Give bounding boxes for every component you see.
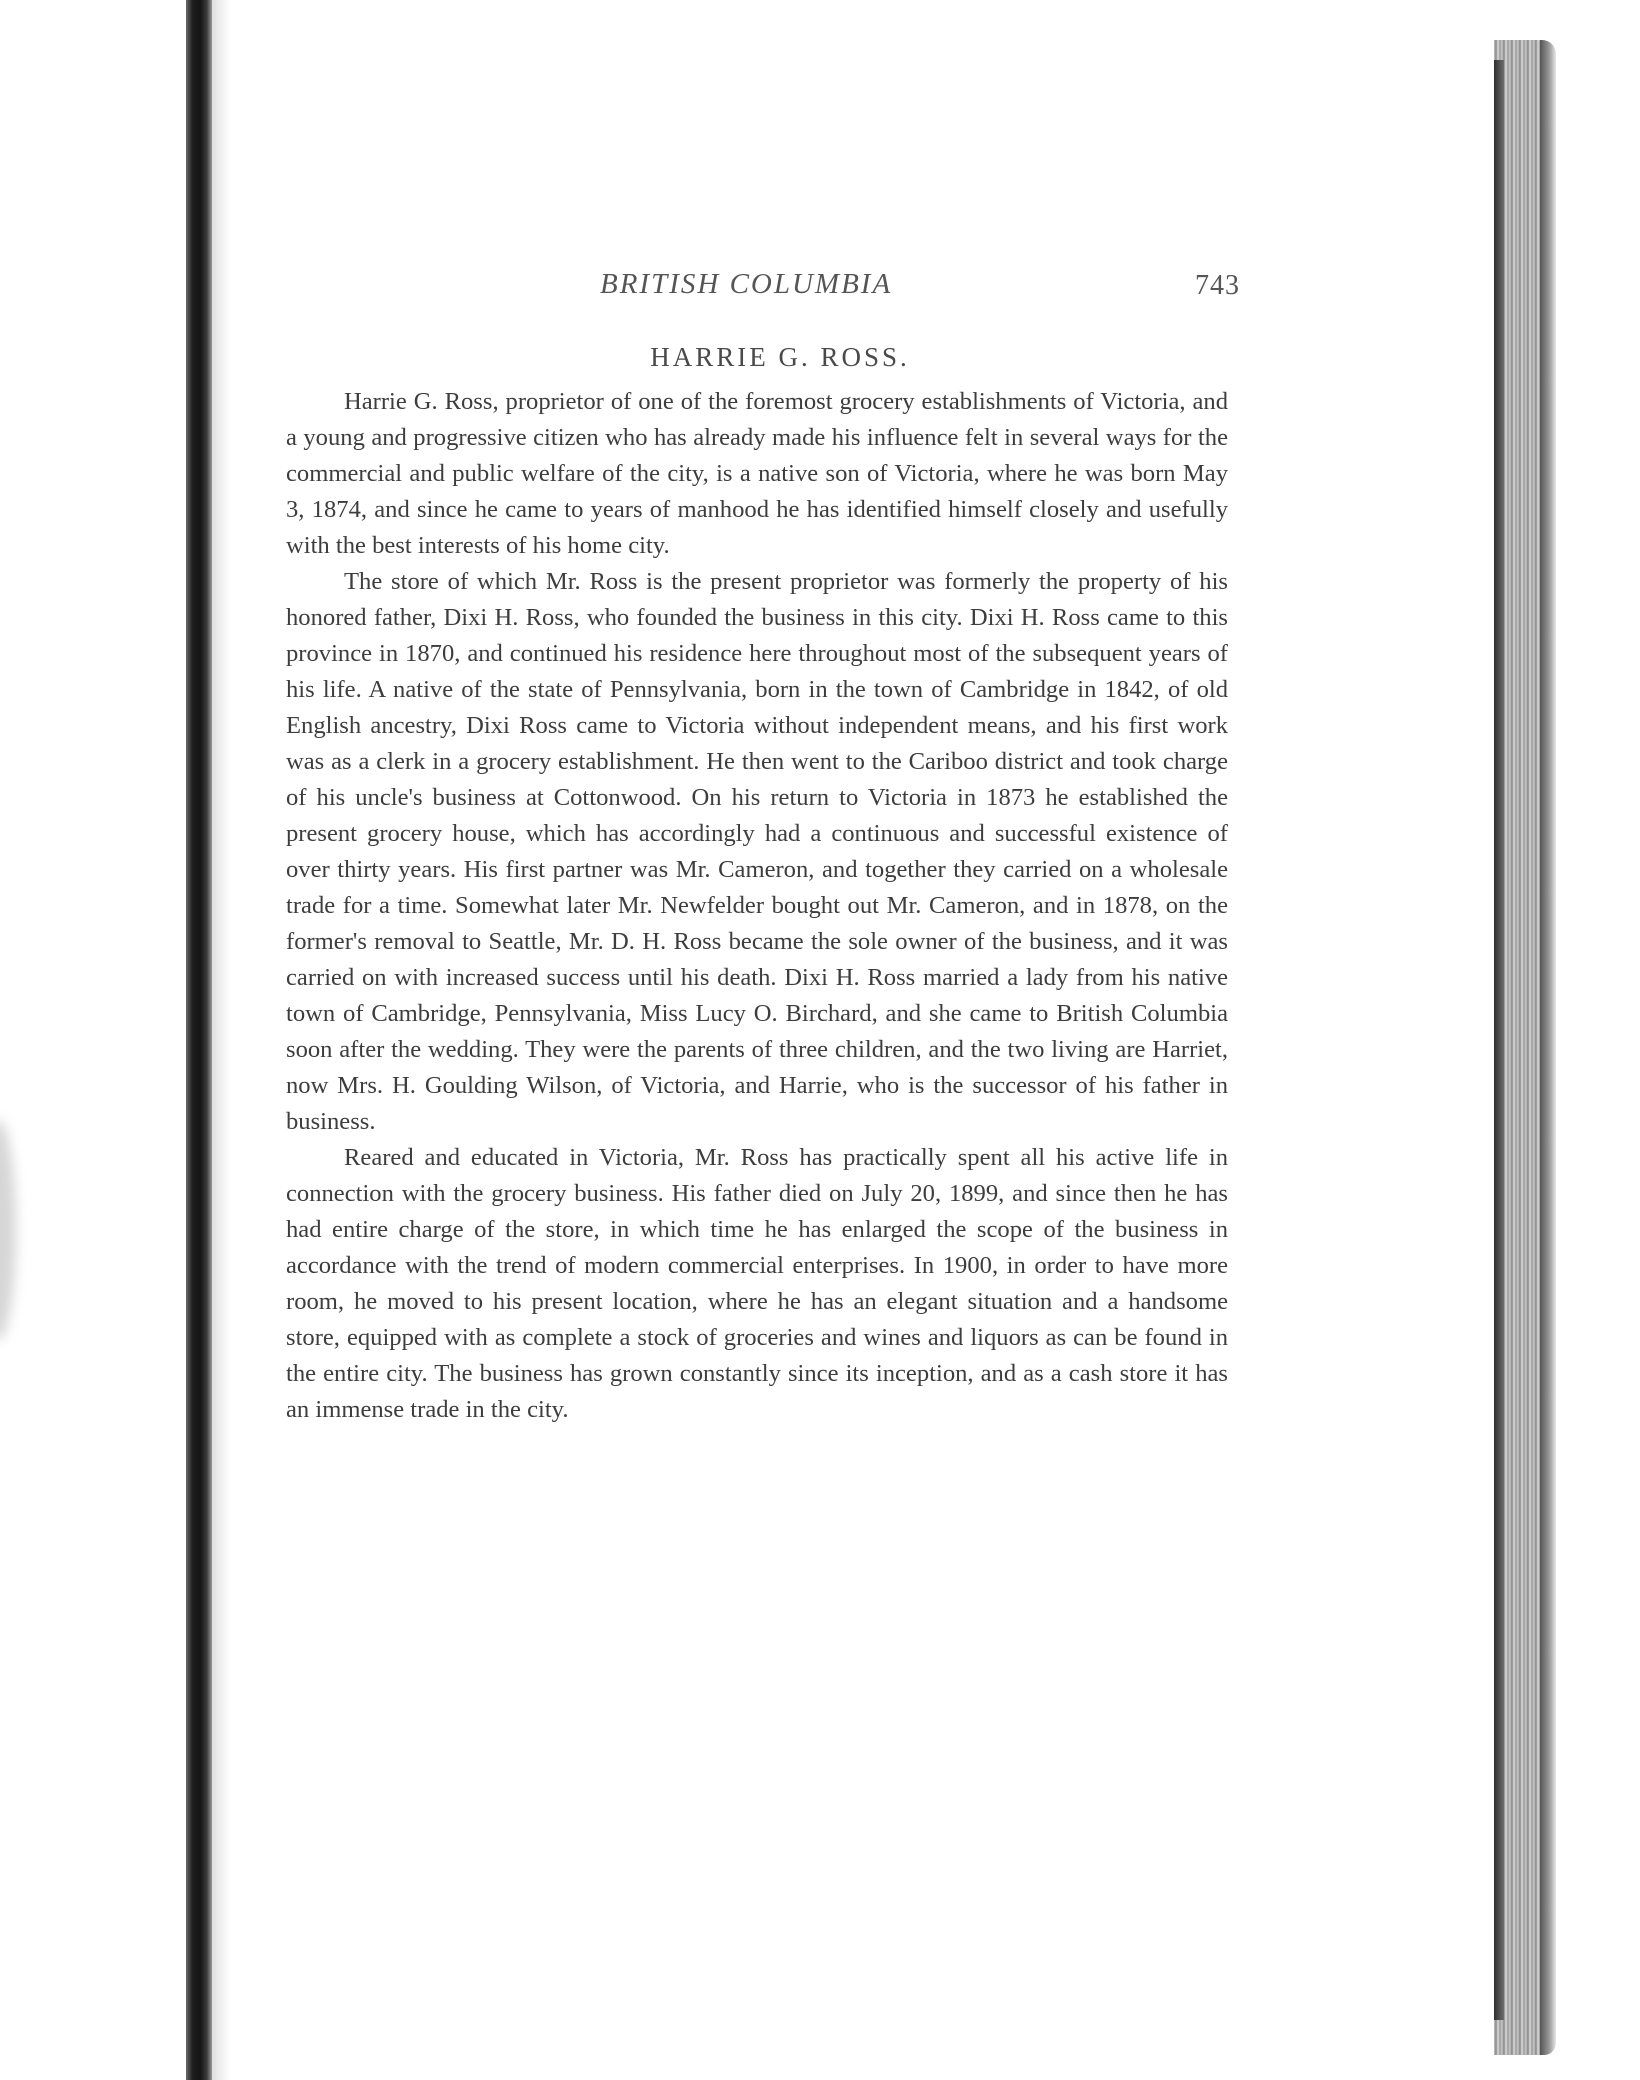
facing-page-curl (0, 1120, 16, 1340)
facing-page-edge (0, 0, 200, 2080)
paragraph: The store of which Mr. Ross is the present proprietor was formerly the property of his honored father, Dixi H. Ross, who founded the business in this city. Dixi H. Ross came to this province in 1870, and continued his residence here throughout most of the subsequent years of his life. A native of the state of Pennsylvania, born in the town of Cambridge in 1842, of old English ancestry, Dixi Ross came to Victoria without independent means, and his first work was as a clerk in a grocery establishment. He then went to the Cariboo district and took charge of his uncle's business at Cottonwood. On his return to Victoria in 1873 he established the present grocery house, which has accordingly had a continuous and successful existence of over thirty years. His first partner was Mr. Cameron, and together they carried on a wholesale trade for a time. Somewhat later Mr. Newfelder bought out Mr. Cameron, and in 1878, on the former's removal to Seattle, Mr. D. H. Ross became the sole owner of the business, and it was carried on with increased success until his death. Dixi H. Ross married a lady from his native town of Cambridge, Pennsylvania, Miss Lucy O. Birchard, and she came to British Columbia soon after the wedding. They were the parents of three children, and the two living are Harriet, now Mrs. H. Goulding Wilson, of Victoria, and Harrie, who is the successor of his father in business. (286, 568, 1228, 1135)
paragraph: Harrie G. Ross, proprietor of one of the foremost grocery establishments of Victoria, and a young and progressive citizen who has already made his influence felt in several ways for the commercial and public welfare of the city, is a native son of Victoria, where he was born May 3, 1874, and since he came to years of manhood he has identified himself closely and usefully with the best interests of his home city. (286, 388, 1228, 559)
background-margin (1556, 0, 1640, 2080)
article-body (286, 384, 1228, 1428)
running-title: BRITISH COLUMBIA (600, 268, 893, 300)
page-number: 743 (1195, 270, 1240, 301)
paragraph: Reared and educated in Victoria, Mr. Ross has practically spent all his active life in connection with the grocery business. His father died on July 20, 1899, and since then he has had entire charge of the store, in which time he has enlarged the scope of the business in accordance with the trend of modern commercial enterprises. In 1900, in order to have more room, he moved to his present location, where he has an elegant situation and a handsome store, equipped with as complete a stock of groceries and wines and liquors as can be found in the entire city. The business has grown constantly since its inception, and as a cash store it has an immense trade in the city. (286, 1144, 1228, 1423)
article-title: HARRIE G. ROSS. (650, 342, 910, 372)
page-stack-shadow (1494, 60, 1504, 2020)
gutter-shadow (212, 0, 230, 2080)
book-fore-edge (1540, 40, 1556, 2055)
book-gutter (186, 0, 212, 2080)
running-head (290, 268, 1240, 308)
